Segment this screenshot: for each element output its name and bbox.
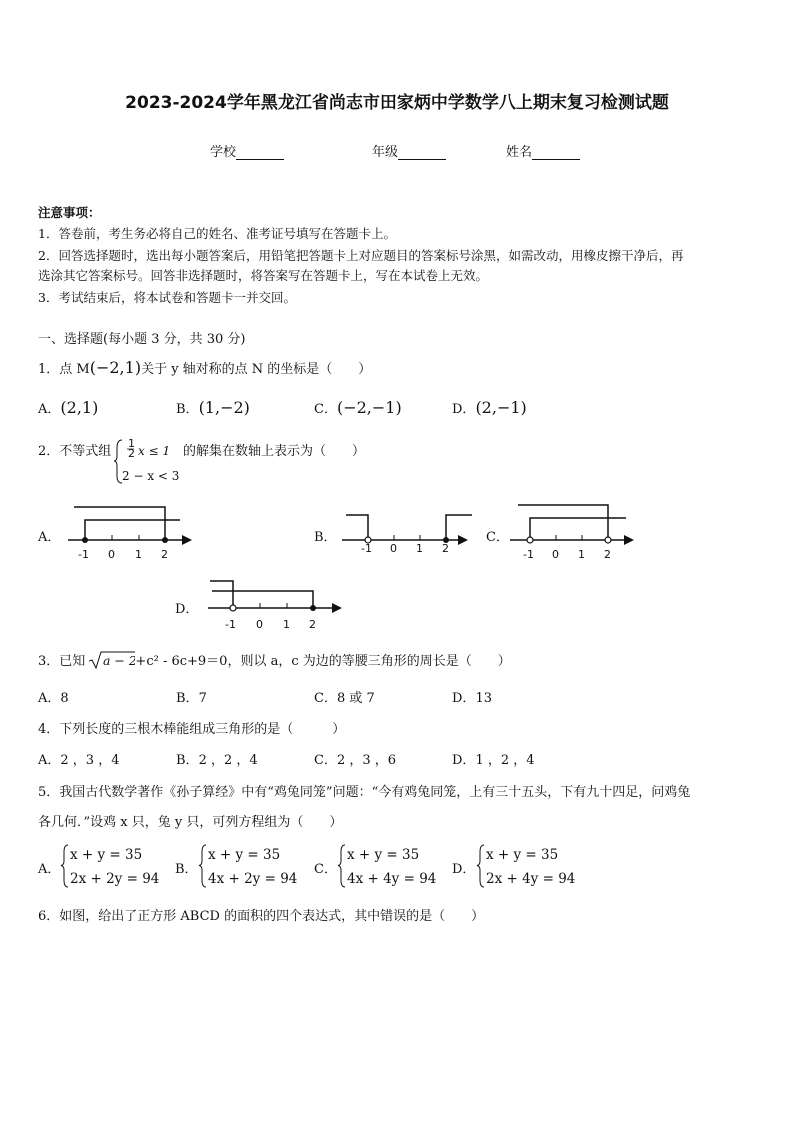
q2-option-b-label: B． [314,530,337,545]
q2-frac-den: 2 [128,447,135,460]
q1-point: (−2,1) [89,358,142,377]
option-label: B． [176,753,199,768]
eq1: x + y = 35 [70,847,143,863]
q1-option-c [314,398,402,417]
q3-sqrt [89,650,135,670]
school-label: 学校 [210,145,237,160]
grade-field [372,141,446,160]
option-label: C． [314,402,337,417]
eq1: x + y = 35 [486,847,559,863]
notice-item-3: 3．考试结束后，将本试卷和答题卡一并交回。 [38,290,296,305]
q2-option-a-numberline [60,500,200,562]
tick-label: 1 [135,548,142,561]
option-label: A． [38,753,61,768]
option-value: 2 ，3 ，6 [336,753,397,768]
q1-post: 关于 y 轴对称的点 N 的坐标是（ ） [141,362,372,377]
tick-label: 2 [442,542,449,555]
tick-label: 0 [390,542,397,555]
name-blank [532,146,580,160]
q2-option-c-numberline [506,500,646,562]
notice-item-1: 1．答卷前，考生务必将自己的姓名、准考证号填写在答题卡上。 [38,226,396,241]
tick-label: -1 [523,548,534,561]
page-title: 2023-2024学年黑龙江省尚志市田家炳中学数学八上期末复习检测试题 [125,93,669,113]
q4-option-b [176,749,258,768]
option-value: (2,−1) [475,398,527,417]
sqrt-sign [89,650,135,670]
school-blank [236,146,284,160]
q1-pre: 1．点 M [38,362,90,377]
q3-pre: 3．已知 [38,654,86,669]
q1-option-a [38,398,98,417]
q2-line1: x ≤ 1 [138,444,171,458]
tick-label: -1 [78,548,89,561]
option-value: 8 [60,691,69,706]
q2-system-svg [114,436,184,488]
option-label: D． [452,753,476,768]
question-4: 4．下列长度的三根木棒能组成三角形的是（ ） [38,722,346,737]
option-value: 13 [475,691,492,706]
option-value: 1 ，2 ，4 [475,753,535,768]
option-value: (2,1) [60,398,99,417]
name-label: 姓名 [506,145,533,160]
question-6: 6．如图，给出了正方形 ABCD 的面积的四个表达式，其中错误的是（ ） [38,909,485,924]
option-label: C． [314,753,337,768]
q2-pre: 2．不等式组 [38,444,112,459]
q2-post: 的解集在数轴上表示为（ ） [183,444,366,459]
q3-option-c [314,687,375,706]
q4-option-a [38,749,119,768]
q5-option-a-system [60,842,170,890]
notice-item-2-cont: 选涂其它答案标号。回答非选择题时，将答案写在答题卡上，写在本试卷上无效。 [38,268,489,283]
q1-option-d [452,398,527,417]
tick-label: -1 [225,618,236,631]
question-5-line1: 5．我国古代数学著作《孙子算经》中有“鸡兔同笼”问题：“今有鸡兔同笼，上有三十五头，下有九十四足，问鸡兔 [38,785,691,800]
q5-option-b-system [198,842,308,890]
q2-option-b-numberline [338,500,478,562]
tick-label: 0 [256,618,263,631]
tick-label: 1 [416,542,423,555]
eq2: 4x + 4y = 94 [347,871,437,887]
name-field [506,141,580,160]
question-5-line2: 各几何．”设鸡 x 只，兔 y 只，可列方程组为（ ） [38,815,343,830]
notice-heading: 注意事项： [38,205,101,220]
q2-system [114,436,180,488]
q1-option-b [176,398,250,417]
option-label: D． [452,691,476,706]
eq1: x + y = 35 [347,847,420,863]
grade-label: 年级 [372,145,399,160]
option-label: C． [314,691,337,706]
tick-label: 1 [283,618,290,631]
option-value: 2 ，2 ，4 [198,753,258,768]
tick-label: 2 [604,548,611,561]
q3-option-b [176,687,207,706]
q3-option-d [452,687,492,706]
tick-label: -1 [361,542,372,555]
option-value: 2 ，3 ，4 [60,753,120,768]
eq2: 2x + 2y = 94 [70,871,160,887]
tick-label: 1 [578,548,585,561]
q2-option-d-label: D． [175,602,199,617]
q3-post: +c² - 6c+9＝0，则以 a，c 为边的等腰三角形的周长是（ ） [135,654,511,669]
eq2: 2x + 4y = 94 [486,871,576,887]
tick-label: 2 [161,548,168,561]
section-heading: 一、选择题(每小题 3 分，共 30 分) [38,332,246,347]
q3-radicand: a − 2 [103,653,136,668]
q5-option-c-system [337,842,447,890]
q5-option-d-label: D． [452,862,476,877]
q3-option-a [38,687,69,706]
notice-item-2: 2．回答选择题时，选出每小题答案后，用铅笔把答题卡上对应题目的答案标号涂黑，如需改动，用橡皮擦干净后，再 [38,248,684,263]
q5-option-d-system [476,842,586,890]
q2-option-d-numberline [200,572,350,634]
option-label: B． [176,691,199,706]
q5-option-a-label: A． [38,862,61,877]
q4-option-c [314,749,396,768]
q2-option-c-label: C． [486,530,509,545]
option-value: 7 [198,691,207,706]
option-label: B． [176,402,199,417]
q4-option-d [452,749,535,768]
tick-label: 2 [309,618,316,631]
tick-label: 0 [108,548,115,561]
option-label: A． [38,402,61,417]
option-value: 8 或 7 [336,691,375,706]
option-value: (−2,−1) [336,398,402,417]
q5-option-c-label: C． [314,862,337,877]
q2-line2: 2 − x < 3 [122,469,180,483]
grade-blank [398,146,446,160]
question-3 [38,650,511,670]
tick-label: 0 [552,548,559,561]
q2-option-a-label: A． [38,530,61,545]
school-field [210,141,284,160]
q5-option-b-label: B． [175,862,198,877]
question-1 [38,358,371,377]
eq2: 4x + 2y = 94 [208,871,298,887]
option-value: (1,−2) [198,398,250,417]
option-label: D． [452,402,476,417]
option-label: A． [38,691,61,706]
eq1: x + y = 35 [208,847,281,863]
q2-frac-num: 1 [128,437,135,450]
